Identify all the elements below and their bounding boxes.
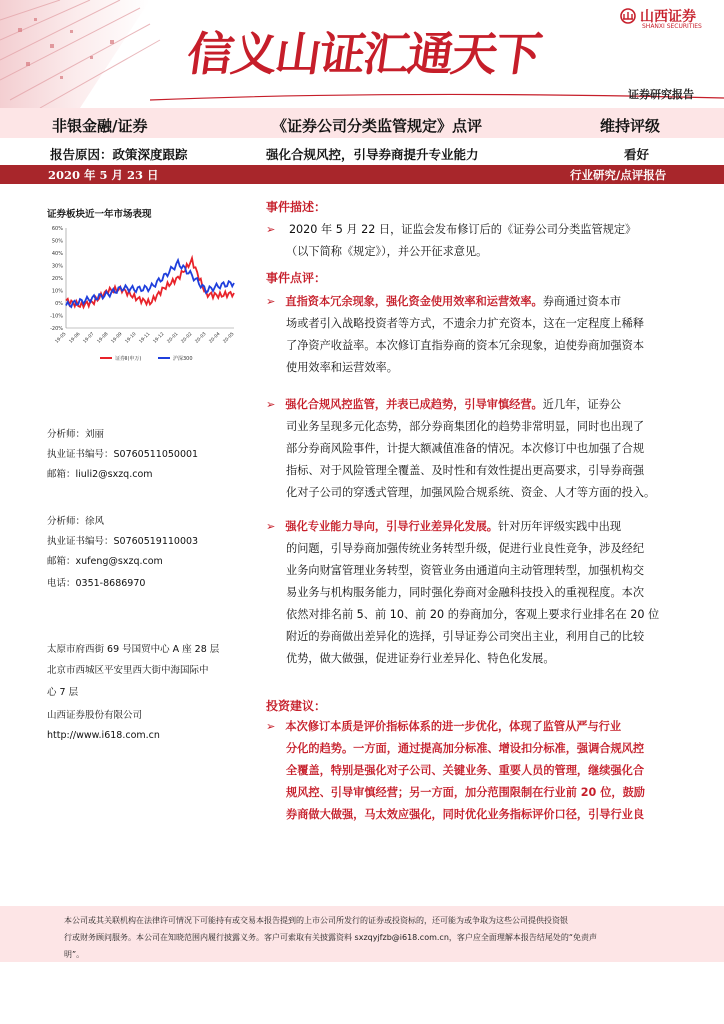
p1-line-3: 了净资产收益率。本次修订直指券商的资本冗余现象，迫使券商加强资本 bbox=[286, 339, 645, 352]
y-tick-label: 40% bbox=[51, 251, 63, 257]
p1-line-2: 场或者引入战略投资者等方式，不遗余力扩充资本，这在一定程度上稀释 bbox=[286, 317, 645, 330]
advice-line-1: ➢ 本次修订本质是评价指标体系的进一步优化，体现了监管从严与行业 bbox=[266, 720, 622, 733]
p3-line-4: 易业务与机构服务能力，同时强化券商对金融科技投入的重视程度。本次 bbox=[286, 586, 645, 599]
series-line-2 bbox=[66, 260, 234, 307]
advice-line-2: 分化的趋势。一方面，通过提高加分标准、增设扣分标准，强调合规风控 bbox=[286, 742, 645, 755]
p3-line-5: 依然对排名前 5、前 10、前 20 的券商加分，客观上要求行业排名在 20 位 bbox=[286, 608, 660, 621]
p3-line-3: 业务向财富管理业务转型，资管业务由通道向主动管理转型，加强机构交 bbox=[286, 564, 645, 577]
x-tick-label: 19-06 bbox=[68, 331, 82, 345]
bullet-arrow-icon: ➢ bbox=[266, 520, 276, 533]
report-category: 行业研究/点评报告 bbox=[570, 168, 667, 182]
legend-label-2: 沪深300 bbox=[173, 356, 193, 362]
event-paragraph bbox=[266, 219, 698, 263]
p3-line-6: 附近的券商做出差异化的选择，引导证券公司突出主业，利用自己的比较 bbox=[286, 630, 645, 643]
x-tick-label: 19-09 bbox=[110, 331, 124, 345]
address-line-3: 心 7 层 bbox=[47, 687, 79, 698]
legend-label-1: 证券Ⅱ(申万) bbox=[115, 356, 142, 362]
y-tick-label: 10% bbox=[51, 288, 63, 295]
disclaimer-line-1: 本公司或其关联机构在法律许可情况下可能持有或交易本报告提到的上市公司所发行的证券或投资标的，还可能为或争取为这些公司提供投资银 bbox=[64, 916, 568, 925]
logo-text: 山西证券 bbox=[640, 9, 696, 25]
address-line-2: 北京市西城区平安里西大街中海国际中 bbox=[47, 665, 209, 676]
date-row bbox=[0, 165, 724, 184]
p1-line-4: 使用效率和运营效率。 bbox=[286, 361, 398, 374]
event-line-2: （以下简称《规定》），并公开征求意见。 bbox=[286, 245, 488, 258]
p3-line-1: ➢ 强化专业能力导向，引导行业差异化发展。针对历年评级实践中出现 bbox=[266, 520, 622, 533]
report-type: 证券研究报告 bbox=[628, 88, 694, 101]
analyst-1-name: 分析师：刘丽 bbox=[47, 429, 105, 440]
y-tick-label: 20% bbox=[51, 276, 63, 282]
disclaimer-text bbox=[64, 912, 684, 963]
x-tick-label: 20-05 bbox=[222, 331, 236, 345]
analyst-2-phone: 电话：0351-8686970 bbox=[47, 578, 146, 589]
x-tick-label: 19-07 bbox=[82, 331, 96, 345]
event-heading: 事件描述： bbox=[266, 200, 327, 214]
comment-paragraph-3 bbox=[266, 516, 698, 670]
x-tick-label: 19-08 bbox=[96, 331, 110, 345]
analyst-1-cert: 执业证书编号：S0760511050001 bbox=[47, 449, 199, 460]
x-tick-label: 20-03 bbox=[194, 331, 208, 345]
company-name: 山西证券股份有限公司 bbox=[47, 710, 143, 721]
p2-line-3: 部分券商风险事件，计提大额减值准备的情况。本次修订中也加强了合规 bbox=[286, 442, 645, 455]
p1-line-1: ➢ 直指资本冗余现象，强化资金使用效率和运营效率。券商通过资本市 bbox=[266, 295, 622, 308]
advice-line-5: 券商做大做强，马太效应强化，同时优化业务指标评价口径，引导行业良 bbox=[286, 808, 645, 821]
x-tick-label: 19-05 bbox=[54, 331, 68, 345]
x-tick-label: 20-04 bbox=[208, 331, 222, 345]
rating-value: 看好 bbox=[624, 147, 650, 162]
x-tick-label: 20-02 bbox=[180, 331, 194, 345]
disclaimer-line-2: 行或财务顾问服务。本公司在知晓范围内履行披露义务。客户可索取有关披露资料 sxzqyjfzb@i618.com.cn，客户应全面理解本报告结尾处的“免责声 bbox=[64, 933, 598, 942]
analyst-2-cert: 执业证书编号：S0760519110003 bbox=[47, 536, 199, 547]
bullet-arrow-icon: ➢ bbox=[266, 398, 276, 411]
sector-label: 非银金融/证券 bbox=[52, 117, 148, 135]
logo-subtext: SHANXI SECURITIES bbox=[642, 23, 702, 30]
x-tick-label: 20-01 bbox=[166, 331, 180, 345]
bullet-arrow-icon: ➢ bbox=[266, 223, 276, 236]
y-tick-label: -10% bbox=[50, 313, 63, 320]
analyst-1-email[interactable]: 邮箱：liuli2@sxzq.com bbox=[47, 469, 153, 480]
p2-line-5: 化对子公司的穿透式管理，加强风险合规系统、资金、人才等方面的投入。 bbox=[286, 486, 656, 499]
comment-paragraph-2 bbox=[266, 394, 698, 504]
advice-heading: 投资建议： bbox=[266, 699, 327, 713]
company-website[interactable]: http://www.i618.com.cn bbox=[47, 730, 160, 741]
p2-line-1: ➢ 强化合规风控监管，并表已成趋势，引导审慎经营。近几年，证券公 bbox=[266, 398, 622, 411]
bullet-arrow-icon: ➢ bbox=[266, 295, 276, 308]
logo-icon bbox=[620, 8, 636, 24]
comment-paragraph-1 bbox=[266, 291, 698, 379]
report-subtitle: 强化合规风控，引导券商提升专业能力 bbox=[266, 147, 479, 162]
p3-line-2: 的问题，引导券商加强传统业务转型升级，促进行业良性竞争，涉及经纪 bbox=[286, 542, 645, 555]
advice-paragraph bbox=[266, 716, 698, 826]
rating-label: 维持评级 bbox=[600, 117, 661, 135]
address-line-1: 太原市府西街 69 号国贸中心 A 座 28 层 bbox=[47, 644, 220, 655]
disclaimer-line-3: 明”。 bbox=[64, 950, 85, 959]
y-tick-label: 0% bbox=[55, 301, 63, 307]
y-tick-label: 60% bbox=[51, 226, 63, 232]
slogan: 信义山证汇通天下 bbox=[183, 27, 544, 81]
bullet-arrow-icon: ➢ bbox=[266, 720, 276, 733]
title-row bbox=[0, 108, 724, 138]
y-tick-label: -20% bbox=[50, 326, 63, 332]
p2-line-2: 司业务呈现多元化态势，部分券商集团化的趋势非常明显，同时也出现了 bbox=[286, 420, 645, 433]
chart-title: 证券板块近一年市场表现 bbox=[47, 209, 152, 220]
x-tick-label: 19-10 bbox=[124, 331, 138, 345]
comment-heading: 事件点评： bbox=[266, 271, 327, 285]
event-line-1: ➢ 2020 年 5 月 22 日，证监会发布修订后的《证券公司分类监管规定》 bbox=[266, 223, 637, 236]
y-tick-label: 50% bbox=[51, 238, 63, 245]
market-performance-chart bbox=[40, 224, 240, 372]
advice-line-3: 全覆盖，特别是强化对子公司、关键业务、重要人员的管理，继续强化合 bbox=[286, 764, 645, 777]
analyst-2-email[interactable]: 邮箱：xufeng@sxzq.com bbox=[47, 556, 163, 567]
report-reason: 报告原因：政策深度跟踪 bbox=[50, 147, 188, 162]
x-tick-label: 19-12 bbox=[152, 331, 166, 345]
p2-line-4: 指标、对于风险管理全覆盖、及时性和有效性提出更高要求，引导券商强 bbox=[286, 464, 645, 477]
report-title: 《证券公司分类监管规定》点评 bbox=[272, 117, 483, 135]
y-tick-label: 30% bbox=[51, 263, 63, 270]
advice-line-4: 规风控、引导审慎经营；另一方面，加分范围限制在行业前 20 位，鼓励 bbox=[286, 786, 645, 799]
header-banner bbox=[0, 0, 724, 108]
reason-row bbox=[0, 138, 724, 164]
p3-line-7: 优势，做大做强，促进证券行业差异化、特色化发展。 bbox=[286, 652, 555, 665]
analyst-2-name: 分析师：徐风 bbox=[47, 516, 105, 527]
x-tick-label: 19-11 bbox=[138, 331, 152, 345]
report-date: 2020 年 5 月 23 日 bbox=[48, 168, 159, 182]
